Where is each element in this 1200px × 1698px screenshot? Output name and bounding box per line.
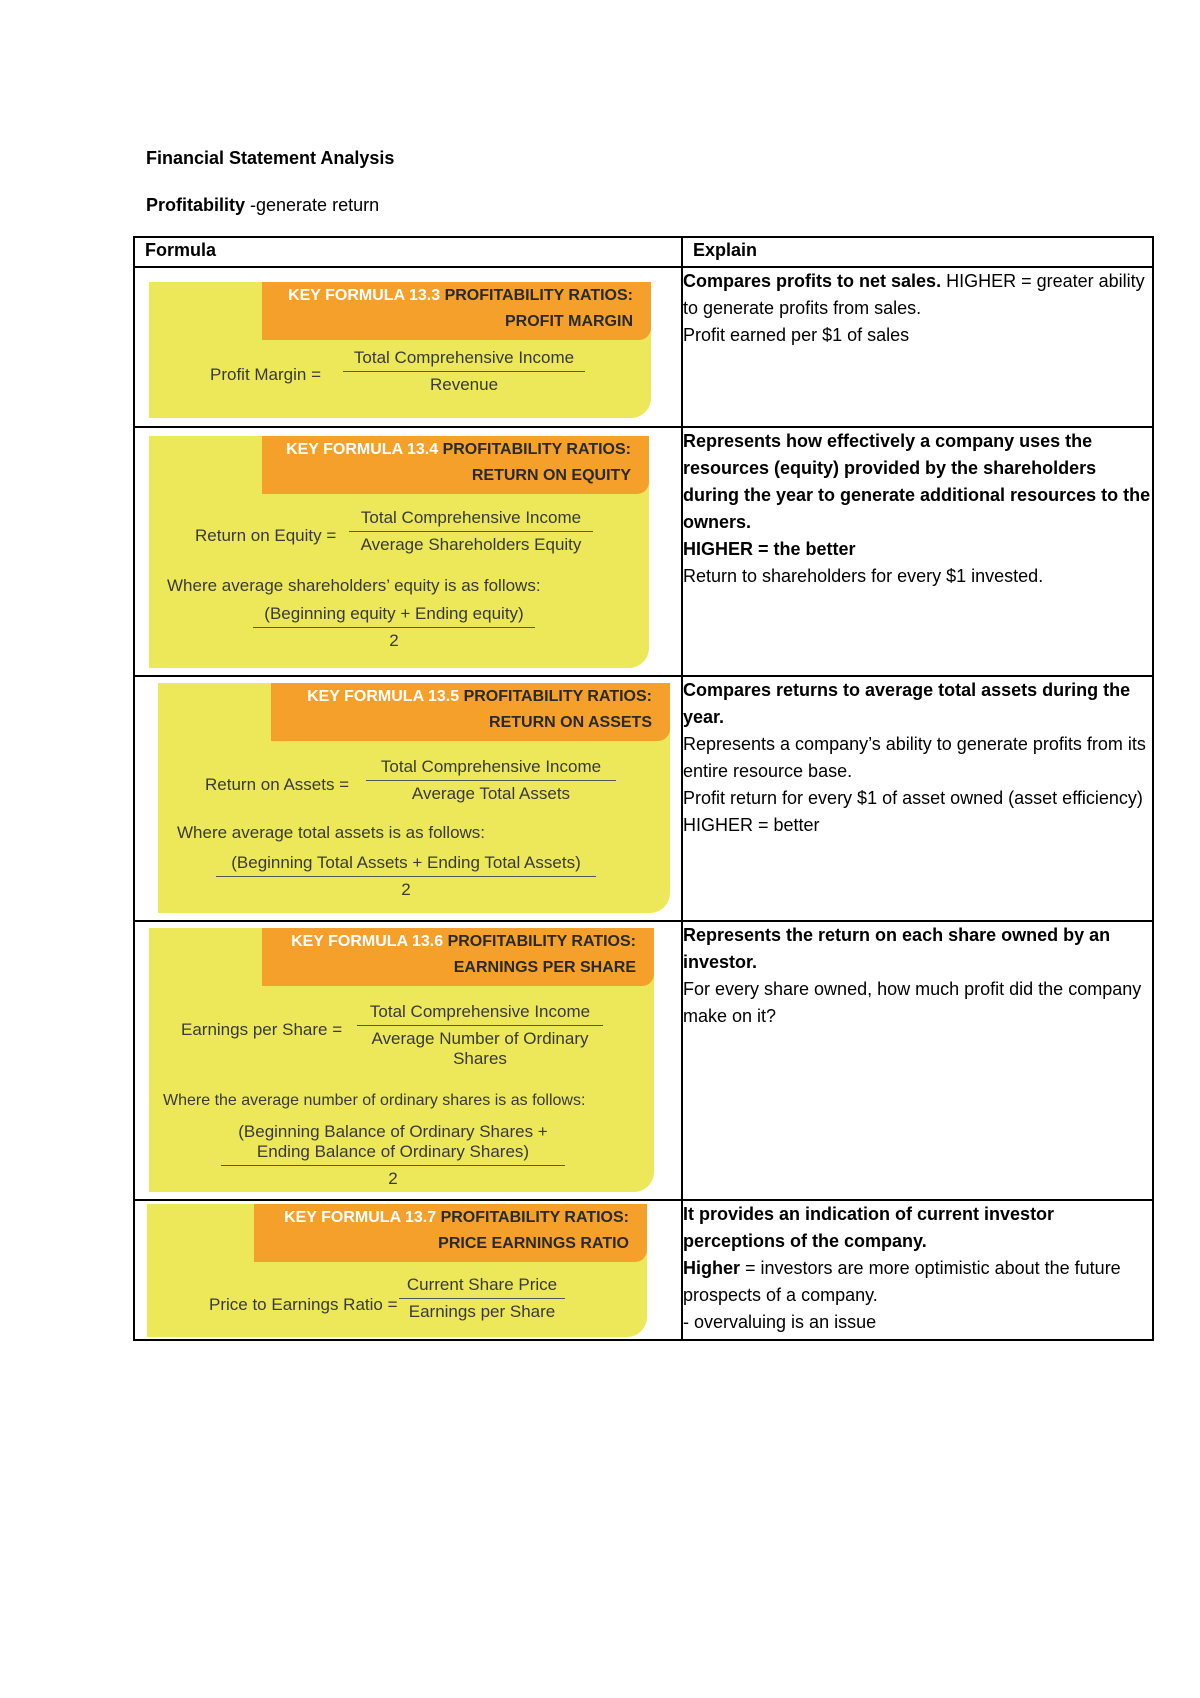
document-title: Financial Statement Analysis xyxy=(146,148,395,168)
average-fraction: (Beginning equity + Ending equity) 2 xyxy=(253,604,535,651)
section-suffix: -generate return xyxy=(245,195,380,215)
header-formula: Formula xyxy=(134,237,682,267)
formula-cell-earnings-per-share xyxy=(134,921,682,1200)
formula-banner: KEY FORMULA 13.7 PROFITABILITY RATIOS: PRICE EARNINGS RATIO xyxy=(254,1204,647,1262)
explain-cell-return-on-assets: Compares returns to average total assets during the year. Represents a company’s ability to generate profits from its entire resource base. Profit return for every $1 of asset owned (asset efficiency) HIGHER = better xyxy=(682,676,1153,921)
explain-cell-price-earnings: It provides an indication of current investor perceptions of the company. Higher = investors are more optimistic about the future prospects of a company. - overvaluing is an issue xyxy=(682,1200,1153,1340)
table-row xyxy=(134,1200,1153,1340)
formula-label: Return on Assets = xyxy=(205,775,350,794)
formula-fraction: Current Share Price Earnings per Share xyxy=(399,1275,565,1322)
explain-cell-earnings-per-share: Represents the return on each share owned by an investor. For every share owned, how much profit did the company make on it? xyxy=(682,921,1153,1200)
formula-note: Where the average number of ordinary shares is as follows: xyxy=(163,1092,586,1109)
formula-fraction: Total Comprehensive Income Average Shareholders Equity xyxy=(349,508,593,555)
section-heading xyxy=(146,195,379,216)
formula-card xyxy=(149,436,649,668)
formula-note: Where average total assets is as follows: xyxy=(177,823,486,842)
average-fraction: (Beginning Total Assets + Ending Total Assets) 2 xyxy=(216,853,596,900)
explain-cell-profit-margin: Compares profits to net sales. HIGHER = greater ability to generate profits from sales. Profit earned per $1 of sales xyxy=(682,267,1153,427)
formula-fraction: Total Comprehensive Income Revenue xyxy=(343,348,585,395)
formula-label: Earnings per Share = xyxy=(181,1020,343,1039)
formula-banner: KEY FORMULA 13.6 PROFITABILITY RATIOS: EARNINGS PER SHARE xyxy=(262,928,654,986)
formula-cell-profit-margin xyxy=(134,267,682,427)
formula-fraction: Total Comprehensive Income Average Total Assets xyxy=(366,757,616,804)
formula-cell-return-on-equity xyxy=(134,427,682,676)
formula-fraction: Total Comprehensive Income Average Number of Ordinary Shares xyxy=(357,1002,603,1069)
formula-card xyxy=(147,1204,647,1337)
formula-card xyxy=(149,282,651,418)
table-row xyxy=(134,427,1153,676)
table-row xyxy=(134,676,1153,921)
formula-card xyxy=(149,928,654,1192)
header-explain: Explain xyxy=(682,237,1153,267)
average-fraction: (Beginning Balance of Ordinary Shares + Ending Balance of Ordinary Shares) 2 xyxy=(221,1122,565,1189)
profitability-ratios-table xyxy=(133,236,1154,1341)
formula-cell-return-on-assets xyxy=(134,676,682,921)
section-label: Profitability xyxy=(146,195,246,215)
formula-cell-price-earnings xyxy=(134,1200,682,1340)
explain-cell-return-on-equity: Represents how effectively a company uses the resources (equity) provided by the shareholders during the year to generate additional resources to the owners. HIGHER = the better Return to shareholders for every $1 invested. xyxy=(682,427,1153,676)
formula-note: Where average shareholders’ equity is as follows: xyxy=(167,576,541,595)
formula-label: Return on Equity = xyxy=(195,526,337,545)
table-header-row xyxy=(134,237,1153,267)
formula-label: Profit Margin = xyxy=(210,365,322,384)
formula-banner: KEY FORMULA 13.5 PROFITABILITY RATIOS: RETURN ON ASSETS xyxy=(271,683,670,741)
formula-banner: KEY FORMULA 13.4 PROFITABILITY RATIOS: RETURN ON EQUITY xyxy=(262,436,649,494)
formula-banner: KEY FORMULA 13.3 PROFITABILITY RATIOS: PROFIT MARGIN xyxy=(262,282,651,340)
formula-card xyxy=(158,683,670,913)
formula-label: Price to Earnings Ratio = xyxy=(209,1295,398,1314)
table-row xyxy=(134,267,1153,427)
table-row xyxy=(134,921,1153,1200)
